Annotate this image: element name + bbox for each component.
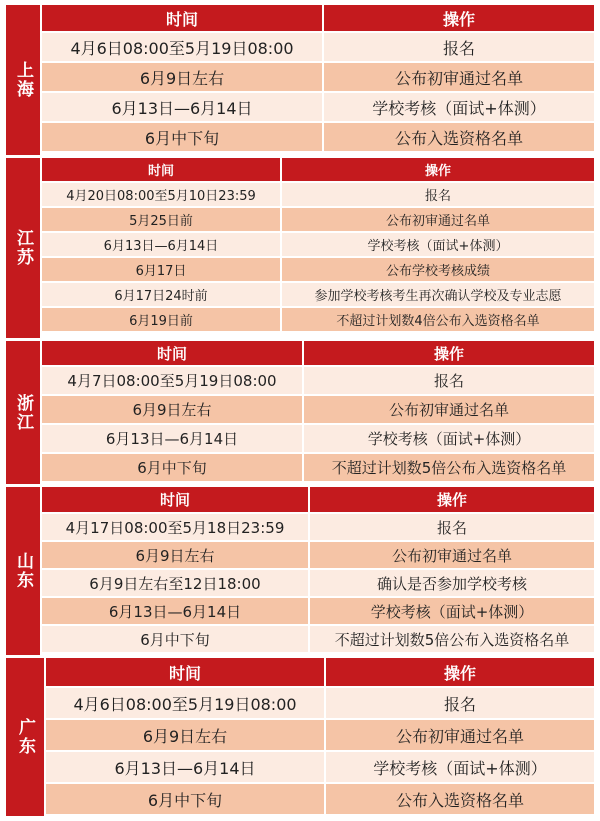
- action-cell: 公布初审通过名单: [304, 396, 594, 425]
- action-cell: 报名: [324, 33, 594, 63]
- action-cell: 公布初审通过名单: [326, 720, 594, 752]
- action-cell: 公布入选资格名单: [326, 784, 594, 816]
- time-cell: 4月6日08:00至5月19日08:00: [46, 688, 326, 720]
- time-cell: 6月9日左右: [42, 63, 324, 93]
- time-cell: 6月13日—6月14日: [42, 233, 282, 258]
- schedule-table: [46, 658, 594, 816]
- region-label: [6, 5, 40, 155]
- action-cell: 不超过计划数5倍公布入选资格名单: [310, 626, 594, 654]
- region-label: [6, 487, 40, 655]
- region-name: 江苏: [13, 229, 33, 267]
- action-cell: 学校考核（面试+体测）: [282, 233, 594, 258]
- time-cell: 6月中下旬: [42, 626, 310, 654]
- action-cell: 公布入选资格名单: [324, 123, 594, 153]
- region-label: [6, 341, 40, 484]
- region-name: 浙江: [13, 393, 33, 432]
- header-action: 操作: [304, 341, 594, 367]
- time-cell: 6月9日左右至12日18:00: [42, 570, 310, 598]
- time-cell: 6月9日左右: [46, 720, 326, 752]
- action-cell: 报名: [304, 367, 594, 396]
- action-cell: 学校考核（面试+体测）: [310, 598, 594, 626]
- schedule-table: [42, 487, 594, 655]
- time-cell: 4月20日08:00至5月10日23:59: [42, 183, 282, 208]
- region-name: 广东: [15, 718, 35, 756]
- time-cell: 4月6日08:00至5月19日08:00: [42, 33, 324, 63]
- region-name: 上海: [13, 61, 33, 99]
- time-cell: 4月7日08:00至5月19日08:00: [42, 367, 304, 396]
- action-cell: 参加学校考核考生再次确认学校及专业志愿: [282, 283, 594, 308]
- header-time: 时间: [46, 658, 326, 688]
- header-action: 操作: [310, 487, 594, 514]
- region-block: [6, 341, 594, 484]
- action-cell: 学校考核（面试+体测）: [324, 93, 594, 123]
- region-block: [6, 658, 594, 816]
- region-block: [6, 487, 594, 655]
- time-cell: 6月9日左右: [42, 542, 310, 570]
- time-cell: 6月13日—6月14日: [42, 598, 310, 626]
- action-cell: 学校考核（面试+体测）: [326, 752, 594, 784]
- time-cell: 6月13日—6月14日: [42, 93, 324, 123]
- header-time: 时间: [42, 487, 310, 514]
- action-cell: 报名: [282, 183, 594, 208]
- time-cell: 6月17日: [42, 258, 282, 283]
- action-cell: 公布初审通过名单: [282, 208, 594, 233]
- action-cell: 学校考核（面试+体测）: [304, 425, 594, 454]
- time-cell: 6月9日左右: [42, 396, 304, 425]
- schedule-table: [42, 5, 594, 155]
- action-cell: 不超过计划数5倍公布入选资格名单: [304, 454, 594, 483]
- header-action: 操作: [282, 158, 594, 183]
- time-cell: 6月13日—6月14日: [42, 425, 304, 454]
- time-cell: 6月13日—6月14日: [46, 752, 326, 784]
- action-cell: 公布初审通过名单: [310, 542, 594, 570]
- time-cell: 6月中下旬: [42, 454, 304, 483]
- schedule-table: [42, 158, 594, 338]
- time-cell: 6月19日前: [42, 308, 282, 333]
- region-block: [6, 158, 594, 338]
- region-label: [6, 658, 44, 816]
- action-cell: 公布初审通过名单: [324, 63, 594, 93]
- action-cell: 报名: [326, 688, 594, 720]
- action-cell: 不超过计划数4倍公布入选资格名单: [282, 308, 594, 333]
- action-cell: 报名: [310, 514, 594, 542]
- region-name: 山东: [13, 552, 33, 590]
- time-cell: 5月25日前: [42, 208, 282, 233]
- header-action: 操作: [324, 5, 594, 33]
- time-cell: 6月中下旬: [46, 784, 326, 816]
- time-cell: 6月17日24时前: [42, 283, 282, 308]
- region-label: [6, 158, 40, 338]
- action-cell: 公布学校考核成绩: [282, 258, 594, 283]
- time-cell: 6月中下旬: [42, 123, 324, 153]
- action-cell: 确认是否参加学校考核: [310, 570, 594, 598]
- header-action: 操作: [326, 658, 594, 688]
- header-time: 时间: [42, 158, 282, 183]
- header-time: 时间: [42, 5, 324, 33]
- time-cell: 4月17日08:00至5月18日23:59: [42, 514, 310, 542]
- header-time: 时间: [42, 341, 304, 367]
- schedule-table: [42, 341, 594, 484]
- region-block: [6, 5, 594, 155]
